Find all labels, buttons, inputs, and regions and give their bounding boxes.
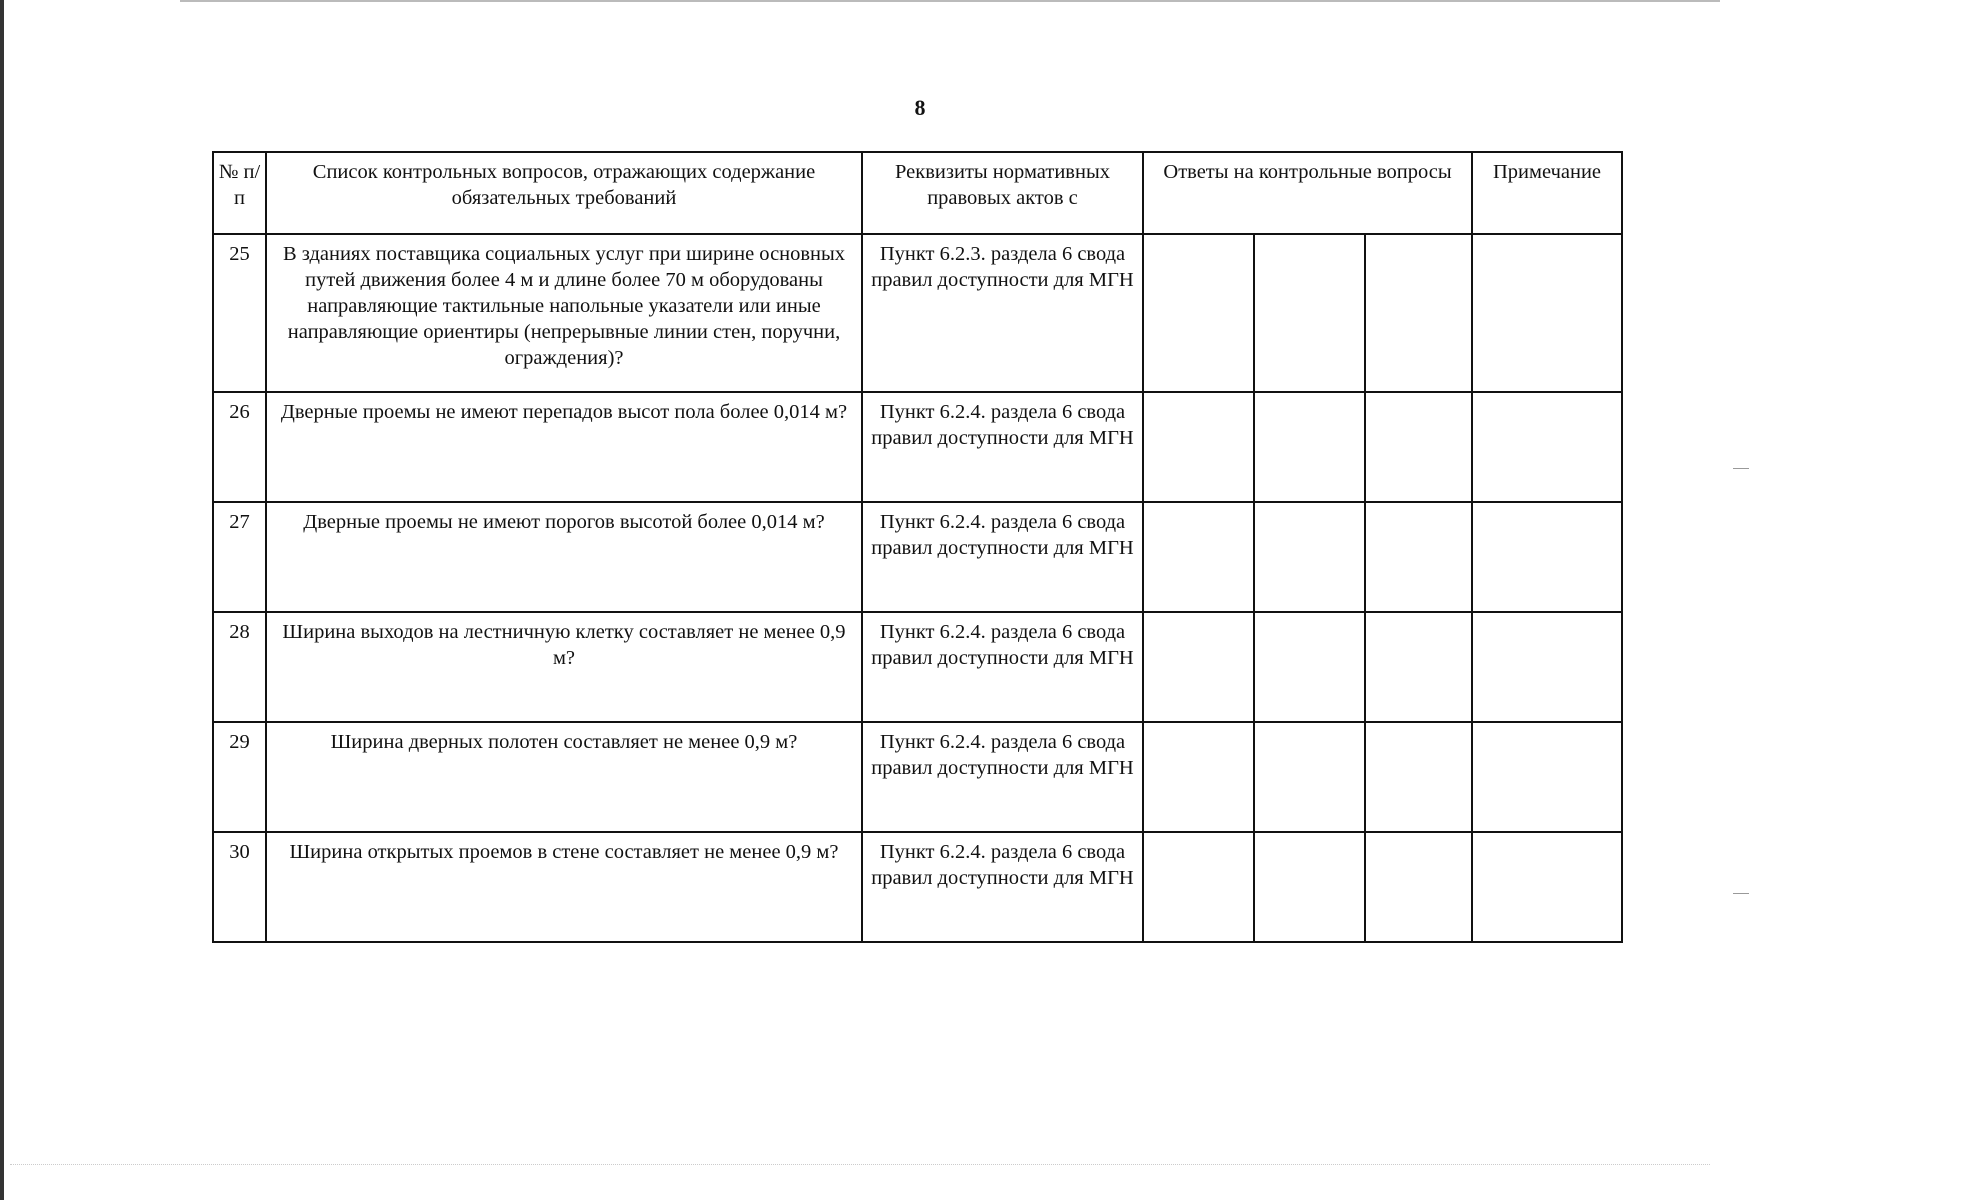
answer-cell[interactable] [1143,502,1254,612]
answer-cell[interactable] [1365,392,1472,502]
note-cell[interactable] [1472,722,1622,832]
answer-cell[interactable] [1365,612,1472,722]
note-cell[interactable] [1472,392,1622,502]
note-cell[interactable] [1472,832,1622,942]
table-row [213,612,1622,722]
answer-cell[interactable] [1254,392,1365,502]
answer-cell[interactable] [1254,612,1365,722]
answer-cell[interactable] [1143,832,1254,942]
answer-cell[interactable] [1365,234,1472,392]
table-row [213,234,1622,392]
note-cell[interactable] [1472,234,1622,392]
answer-cell[interactable] [1254,722,1365,832]
row-number: 26 [213,392,266,502]
header-num: № п/п [213,152,266,234]
answer-cell[interactable] [1365,722,1472,832]
note-cell[interactable] [1472,612,1622,722]
table-header-row [213,152,1622,234]
row-number: 28 [213,612,266,722]
table-row [213,832,1622,942]
answer-cell[interactable] [1254,234,1365,392]
table-row [213,502,1622,612]
header-notes: Примечание [1472,152,1622,234]
row-number: 29 [213,722,266,832]
answer-cell[interactable] [1365,832,1472,942]
answer-cell[interactable] [1254,502,1365,612]
page-number: 8 [914,95,926,120]
scan-bottom-edge [10,1164,1710,1165]
table-row [213,722,1622,832]
question-text: Ширина открытых проемов в стене составляет не менее 0,9 м? [266,832,862,942]
question-text: В зданиях поставщика социальных услуг при ширине основных путей движения более 4 м и длине более 70 м оборудованы направляющие тактильные напольные указатели или иные направляющие ориентиры (непрерывные линии стен, поручни, ограждения)? [266,234,862,392]
header-questions: Список контрольных вопросов, отражающих содержание обязательных требований [266,152,862,234]
question-text: Дверные проемы не имеют перепадов высот пола более 0,014 м? [266,392,862,502]
requisite-text: Пункт 6.2.4. раздела 6 свода правил доступности для МГН [862,832,1143,942]
table-row [213,392,1622,502]
question-text: Ширина дверных полотен составляет не менее 0,9 м? [266,722,862,832]
row-number: 30 [213,832,266,942]
requisite-text: Пункт 6.2.4. раздела 6 свода правил доступности для МГН [862,392,1143,502]
answer-cell[interactable] [1143,722,1254,832]
answer-cell[interactable] [1143,234,1254,392]
checklist-table [212,151,1623,943]
note-cell[interactable] [1472,502,1622,612]
answer-cell[interactable] [1254,832,1365,942]
answer-cell[interactable] [1365,502,1472,612]
question-text: Ширина выходов на лестничную клетку составляет не менее 0,9 м? [266,612,862,722]
scan-left-edge [0,0,4,1200]
answer-cell[interactable] [1143,612,1254,722]
scan-mark [1733,893,1749,894]
header-answers: Ответы на контрольные вопросы [1143,152,1472,234]
scan-top-edge [180,0,1720,2]
answer-cell[interactable] [1143,392,1254,502]
row-number: 27 [213,502,266,612]
question-text: Дверные проемы не имеют порогов высотой более 0,014 м? [266,502,862,612]
header-requisites: Реквизиты нормативных правовых актов с [862,152,1143,234]
requisite-text: Пункт 6.2.4. раздела 6 свода правил доступности для МГН [862,722,1143,832]
requisite-text: Пункт 6.2.4. раздела 6 свода правил доступности для МГН [862,612,1143,722]
requisite-text: Пункт 6.2.4. раздела 6 свода правил доступности для МГН [862,502,1143,612]
scan-mark [1733,468,1749,469]
row-number: 25 [213,234,266,392]
requisite-text: Пункт 6.2.3. раздела 6 свода правил доступности для МГН [862,234,1143,392]
